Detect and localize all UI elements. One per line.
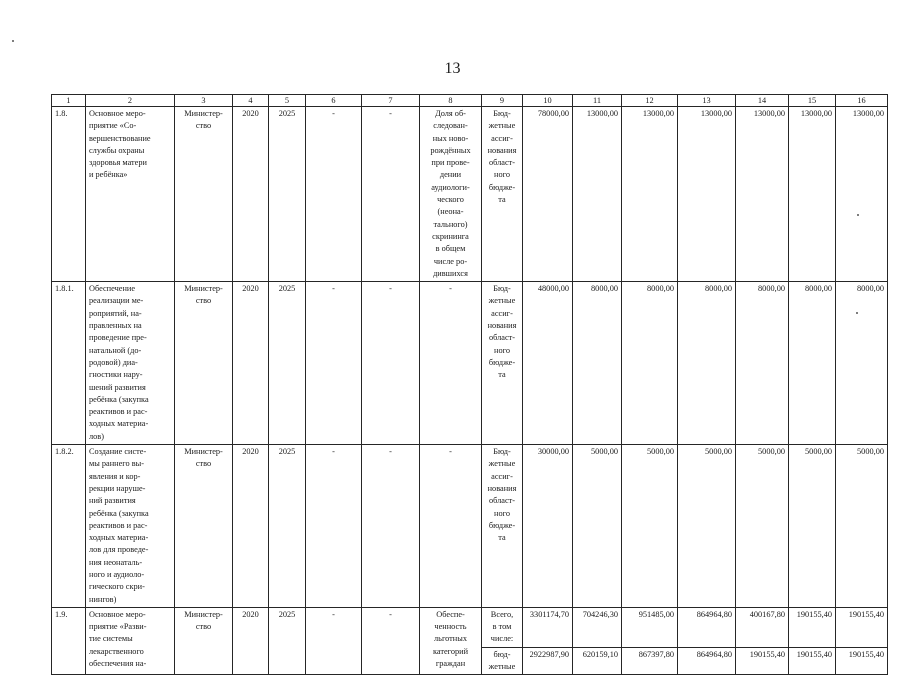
executor: Министер- ство — [175, 607, 233, 674]
column-numbers-row — [52, 95, 888, 107]
col6-value: - — [306, 445, 362, 608]
column-number: 14 — [736, 95, 789, 107]
column-number: 15 — [789, 95, 836, 107]
column-number: 9 — [482, 95, 523, 107]
column-number: 10 — [523, 95, 573, 107]
funding-source-total: Всего, в том числе: — [482, 607, 523, 647]
column-number: 7 — [362, 95, 420, 107]
amount-2024: 190155,40 — [789, 647, 836, 675]
amount-2020: 13000,00 — [573, 107, 622, 282]
amount-2021: 5000,00 — [622, 445, 678, 608]
end-year: 2025 — [269, 445, 306, 608]
col6-value: - — [306, 607, 362, 674]
amount-2021: 8000,00 — [622, 282, 678, 445]
scan-speck — [857, 214, 859, 216]
column-number: 3 — [175, 95, 233, 107]
funding-source-budget: бюд- жетные — [482, 647, 523, 675]
amount-total: 78000,00 — [523, 107, 573, 282]
amount-2021: 867397,80 — [622, 647, 678, 675]
column-number: 13 — [678, 95, 736, 107]
col6-value: - — [306, 107, 362, 282]
amount-total: 2922987,90 — [523, 647, 573, 675]
amount-2025: 5000,00 — [836, 445, 888, 608]
col7-value: - — [362, 607, 420, 674]
executor: Министер- ство — [175, 445, 233, 608]
column-number: 11 — [573, 95, 622, 107]
amount-2025: 13000,00 — [836, 107, 888, 282]
amount-2022: 8000,00 — [678, 282, 736, 445]
column-number: 6 — [306, 95, 362, 107]
column-number: 4 — [233, 95, 269, 107]
amount-2021: 951485,00 — [622, 607, 678, 647]
end-year: 2025 — [269, 282, 306, 445]
program-table — [51, 94, 888, 675]
amount-2020: 5000,00 — [573, 445, 622, 608]
indicator: Обеспе- ченность льготных категорий граждан — [420, 607, 482, 674]
row-number: 1.8. — [52, 107, 86, 282]
row-number: 1.8.1. — [52, 282, 86, 445]
table-row — [52, 107, 888, 282]
start-year: 2020 — [233, 445, 269, 608]
start-year: 2020 — [233, 282, 269, 445]
amount-total: 30000,00 — [523, 445, 573, 608]
amount-2022: 864964,80 — [678, 647, 736, 675]
funding-source: Бюд- жетные ассиг- нования област- ного бюдже- та — [482, 282, 523, 445]
indicator: Доля об- следован- ных ново- рождённых при прове- дении аудиологи- ческого (неона- тального) скрининга в общем числе ро- дившихся — [420, 107, 482, 282]
measure-name: Обеспечение реализации ме- роприятий, на- правленных на проведение пре- натальной (до- родовой) диа- гностики нару- шений развития ребёнка (закупка реактивов и рас- ходных материа- лов) — [86, 282, 175, 445]
measure-name: Создание систе- мы раннего вы- явления и кор- рекции наруше- ний развития ребёнка (закупка реактивов и рас- ходных материа- лов для проведе- ния неонаталь- ного и аудиоло- гического скри- нингов) — [86, 445, 175, 608]
column-number: 2 — [86, 95, 175, 107]
row-number: 1.8.2. — [52, 445, 86, 608]
column-number: 16 — [836, 95, 888, 107]
amount-2023: 5000,00 — [736, 445, 789, 608]
scan-speck — [12, 40, 14, 42]
amount-2023: 8000,00 — [736, 282, 789, 445]
amount-2023: 400167,80 — [736, 607, 789, 647]
indicator: - — [420, 282, 482, 445]
end-year: 2025 — [269, 607, 306, 674]
amount-2020: 8000,00 — [573, 282, 622, 445]
amount-2022: 864964,80 — [678, 607, 736, 647]
amount-2020: 620159,10 — [573, 647, 622, 675]
amount-2024: 190155,40 — [789, 607, 836, 647]
table-row — [52, 445, 888, 608]
funding-source: Бюд- жетные ассиг- нования област- ного бюдже- та — [482, 107, 523, 282]
amount-2023: 190155,40 — [736, 647, 789, 675]
amount-2023: 13000,00 — [736, 107, 789, 282]
row-number: 1.9. — [52, 607, 86, 674]
start-year: 2020 — [233, 607, 269, 674]
measure-name: Основное меро- приятие «Разви- тие системы лекарственного обеспечения на- — [86, 607, 175, 674]
amount-total: 48000,00 — [523, 282, 573, 445]
amount-2021: 13000,00 — [622, 107, 678, 282]
col6-value: - — [306, 282, 362, 445]
scan-speck — [856, 312, 858, 314]
start-year: 2020 — [233, 107, 269, 282]
funding-source: Бюд- жетные ассиг- нования област- ного бюдже- та — [482, 445, 523, 608]
col7-value: - — [362, 107, 420, 282]
indicator: - — [420, 445, 482, 608]
amount-2024: 5000,00 — [789, 445, 836, 608]
column-number: 1 — [52, 95, 86, 107]
amount-2022: 13000,00 — [678, 107, 736, 282]
executor: Министер- ство — [175, 107, 233, 282]
amount-2025: 190155,40 — [836, 607, 888, 647]
amount-2025: 8000,00 — [836, 282, 888, 445]
col7-value: - — [362, 282, 420, 445]
page-number: 13 — [444, 60, 461, 77]
end-year: 2025 — [269, 107, 306, 282]
measure-name: Основное меро- приятие «Со- вершенствование службы охраны здоровья матери и ребёнка» — [86, 107, 175, 282]
amount-2024: 8000,00 — [789, 282, 836, 445]
table-row — [52, 607, 888, 647]
amount-2020: 704246,30 — [573, 607, 622, 647]
amount-2025: 190155,40 — [836, 647, 888, 675]
column-number: 5 — [269, 95, 306, 107]
amount-2022: 5000,00 — [678, 445, 736, 608]
col7-value: - — [362, 445, 420, 608]
amount-2024: 13000,00 — [789, 107, 836, 282]
column-number: 8 — [420, 95, 482, 107]
table-row — [52, 282, 888, 445]
executor: Министер- ство — [175, 282, 233, 445]
column-number: 12 — [622, 95, 678, 107]
amount-total: 3301174,70 — [523, 607, 573, 647]
